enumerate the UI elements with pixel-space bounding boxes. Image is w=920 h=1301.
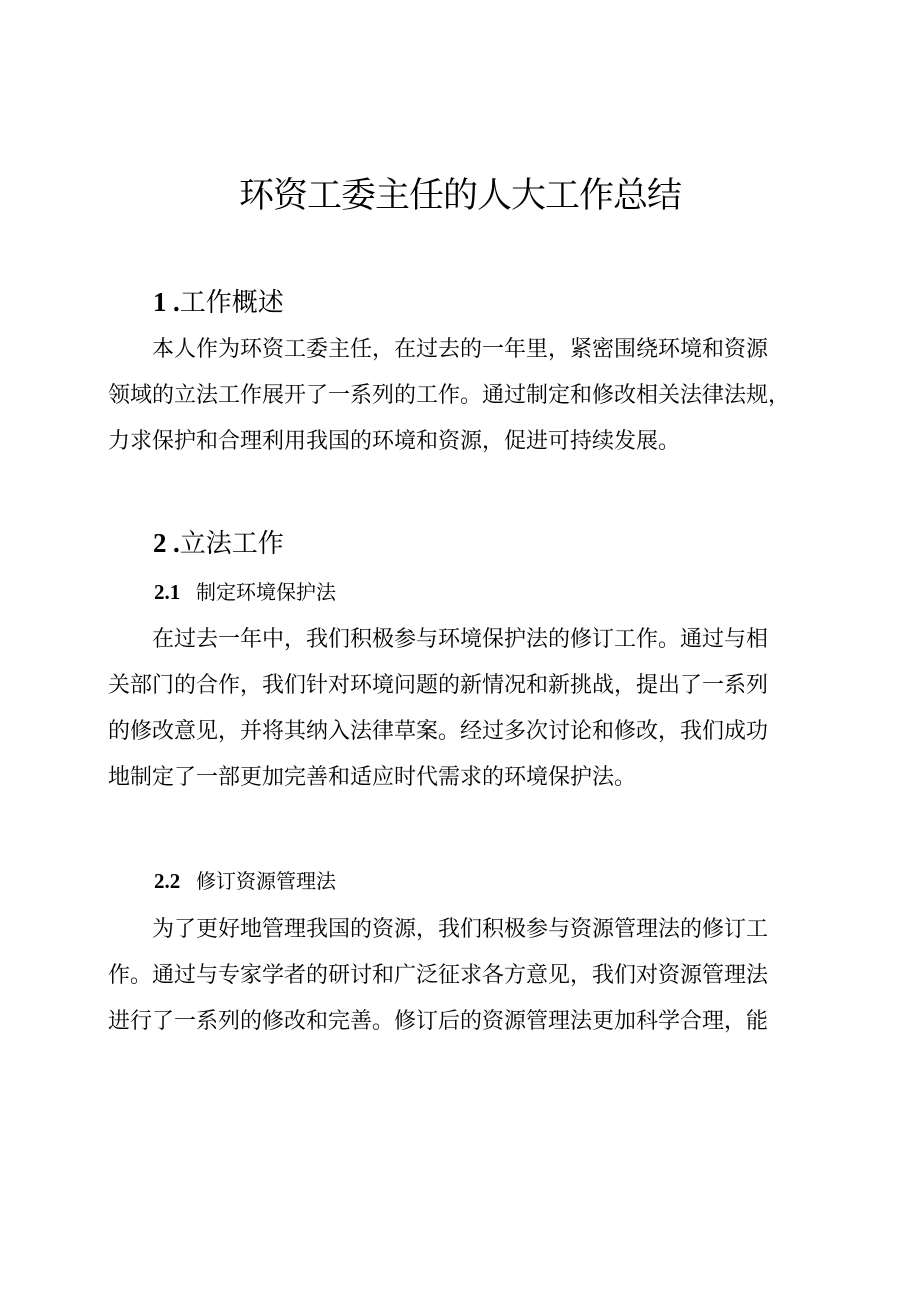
paragraph-environmental-law — [108, 620, 814, 804]
paragraph-resource-law — [108, 910, 814, 1048]
paragraph-line: 为了更好地管理我国的资源，我们积极参与资源管理法的修订工 — [152, 917, 769, 942]
paragraph-overview — [108, 330, 814, 468]
section-heading-overview: 1 .工作概述 — [153, 284, 284, 321]
section-title: 工作概述 — [179, 288, 284, 318]
subsection-heading-environmental-law — [154, 577, 336, 607]
paragraph-line: 领域的立法工作展开了一系列的工作。通过制定和修改相关法律法规， — [108, 383, 791, 408]
subsection-title: 制定环境保护法 — [196, 580, 336, 604]
paragraph-line: 在过去一年中，我们积极参与环境保护法的修订工作。通过与相 — [152, 627, 769, 652]
subsection-number: 2.2 — [154, 869, 181, 893]
subsection-number: 2.1 — [154, 580, 181, 604]
subsection-heading-resource-law — [154, 866, 336, 896]
paragraph-line: 力求保护和合理利用我国的环境和资源，促进可持续发展。 — [108, 429, 681, 454]
section-heading-legislation: 2 .立法工作 — [153, 525, 284, 562]
paragraph-line: 本人作为环资工委主任，在过去的一年里，紧密围绕环境和资源 — [152, 337, 769, 362]
section-title: 立法工作 — [179, 529, 284, 559]
section-number: 2 — [153, 528, 167, 558]
paragraph-line: 关部门的合作，我们针对环境问题的新情况和新挑战，提出了一系列 — [108, 673, 769, 698]
document-title: 环资工委主任的人大工作总结 — [238, 176, 681, 216]
paragraph-line: 进行了一系列的修改和完善。修订后的资源管理法更加科学合理，能 — [108, 1009, 769, 1034]
paragraph-line: 作。通过与专家学者的研讨和广泛征求各方意见，我们对资源管理法 — [108, 963, 769, 988]
subsection-title: 修订资源管理法 — [196, 869, 336, 893]
paragraph-line: 地制定了一部更加完善和适应时代需求的环境保护法。 — [108, 765, 637, 790]
paragraph-line: 的修改意见，并将其纳入法律草案。经过多次讨论和修改，我们成功 — [108, 719, 769, 744]
section-number: 1 — [153, 287, 167, 317]
